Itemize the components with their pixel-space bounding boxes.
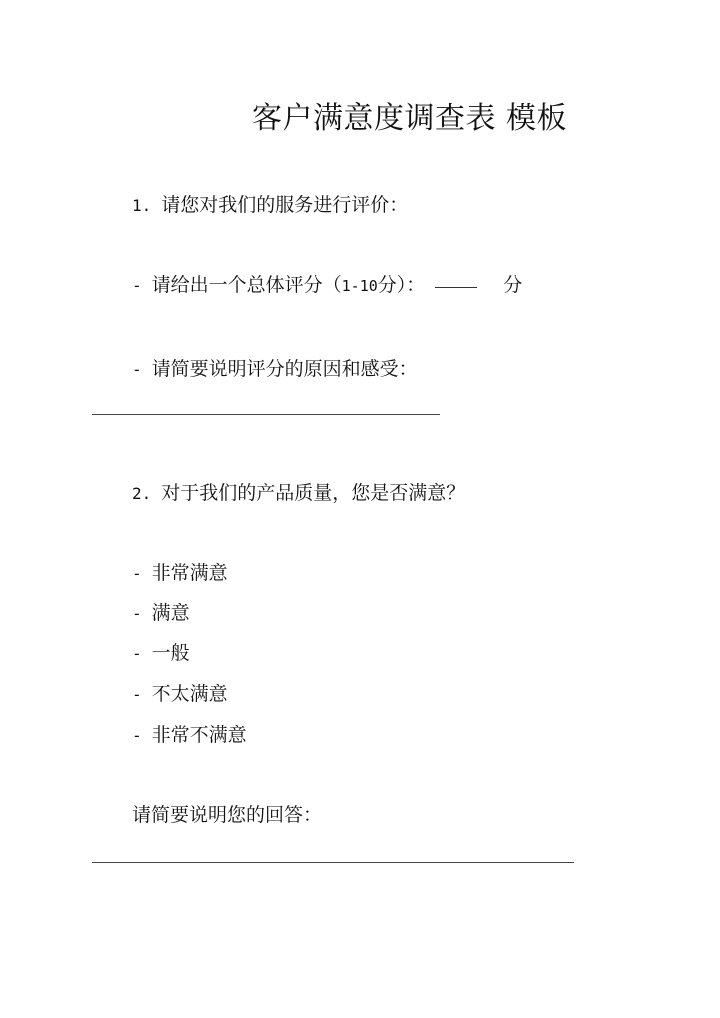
- question-2-number: 2.: [132, 484, 152, 503]
- option-neutral[interactable]: [132, 640, 190, 667]
- option-label: 满意: [151, 602, 190, 624]
- option-very-dissatisfied[interactable]: [132, 722, 247, 749]
- option-label: 非常满意: [151, 562, 228, 584]
- overall-score-unit: 分: [503, 274, 523, 296]
- overall-score-label-end: 分）：: [377, 274, 426, 296]
- page-title: 客户满意度调查表 模板: [252, 101, 568, 136]
- overall-score-item: [132, 272, 522, 299]
- list-dash: -: [132, 726, 142, 745]
- list-dash: -: [132, 360, 142, 379]
- option-satisfied[interactable]: [132, 600, 190, 627]
- list-dash: -: [132, 644, 142, 663]
- list-dash: -: [132, 276, 142, 295]
- answer-explain-item: [132, 802, 322, 828]
- score-reason-answer-line[interactable]: [92, 414, 440, 415]
- question-2-text: 对于我们的产品质量，您是否满意？: [161, 482, 466, 504]
- score-reason-label: 请简要说明评分的原因和感受：: [151, 358, 418, 380]
- list-dash: -: [132, 564, 142, 583]
- overall-score-label-start: 请给出一个总体评分（: [151, 274, 342, 296]
- overall-score-range: 1-10: [341, 277, 378, 295]
- list-dash: -: [132, 604, 142, 623]
- question-1: [132, 192, 408, 219]
- score-reason-item: [132, 356, 418, 383]
- overall-score-blank[interactable]: [435, 287, 477, 288]
- option-label: 非常不满意: [151, 724, 247, 746]
- option-label: 一般: [151, 642, 190, 664]
- question-2: [132, 480, 465, 507]
- list-dash: -: [132, 685, 142, 704]
- option-very-satisfied[interactable]: [132, 560, 228, 587]
- option-label: 不太满意: [151, 683, 228, 705]
- question-1-number: 1.: [132, 196, 152, 215]
- question-1-text: 请您对我们的服务进行评价：: [161, 194, 409, 216]
- answer-explain-line[interactable]: [92, 862, 574, 863]
- option-not-very-satisfied[interactable]: [132, 681, 228, 708]
- answer-explain-label: 请简要说明您的回答：: [132, 804, 323, 826]
